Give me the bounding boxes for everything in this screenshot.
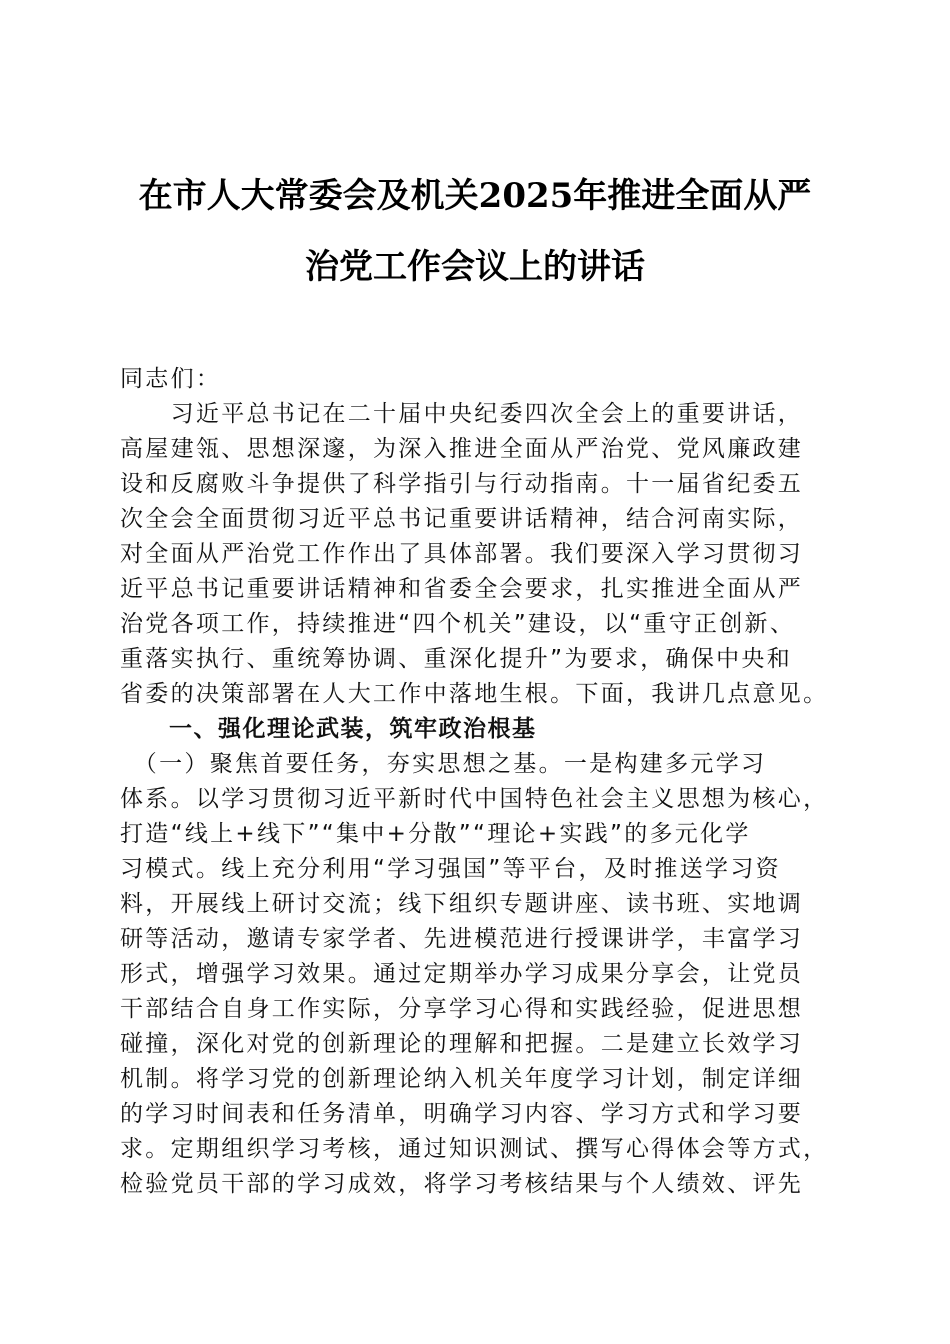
section-line: 体系。以学习贯彻习近平新时代中国特色社会主义思想为核心，: [120, 786, 829, 812]
salutation: 同志们：: [120, 366, 222, 392]
section-line: 机制。将学习党的创新理论纳入机关年度学习计划，制定详细: [120, 1066, 804, 1092]
section-line: 碰撞，深化对党的创新理论的理解和把握。二是建立长效学习: [120, 1031, 804, 1057]
paragraph-line: 治党各项工作，持续推进“四个机关”建设，以“重守正创新、: [120, 611, 796, 637]
paragraph-line: 高屋建瓴、思想深邃，为深入推进全面从严治党、党风廉政建: [120, 436, 804, 462]
section-line: 形式，增强学习效果。通过定期举办学习成果分享会，让党员: [120, 961, 804, 987]
document-body: [120, 362, 832, 1202]
paragraph-line: 重落实执行、重统筹协调、重深化提升”为要求，确保中央和: [120, 646, 793, 672]
section-line: 打造“线上+线下”“集中+分散”“理论+实践”的多元化学: [120, 821, 751, 847]
paragraph-line: 近平总书记重要讲话精神和省委全会要求，扎实推进全面从严: [120, 576, 804, 602]
section-line: （一）聚焦首要任务，夯实思想之基。一是构建多元学习: [120, 751, 767, 777]
section-line: 求。定期组织学习考核，通过知识测试、撰写心得体会等方式，: [120, 1136, 829, 1162]
paragraph-line: 次全会全面贯彻习近平总书记重要讲话精神，结合河南实际，: [120, 506, 804, 532]
paragraph-line: 省委的决策部署在人大工作中落地生根。下面，我讲几点意见。: [120, 681, 829, 707]
document-title-line-1: 在市人大常委会及机关2025年推进全面从严: [138, 176, 812, 216]
paragraph-line: 设和反腐败斗争提供了科学指引与行动指南。十一届省纪委五: [120, 471, 804, 497]
document-title-line-2: 治党工作会议上的讲话: [305, 247, 645, 287]
section-line: 研等活动，邀请专家学者、先进模范进行授课讲学，丰富学习: [120, 926, 804, 952]
section-line: 的学习时间表和任务清单，明确学习内容、学习方式和学习要: [120, 1101, 804, 1127]
paragraph-line: 对全面从严治党工作作出了具体部署。我们要深入学习贯彻习: [120, 541, 804, 567]
section-line: 料，开展线上研讨交流；线下组织专题讲座、读书班、实地调: [120, 891, 804, 917]
section-line: 干部结合自身工作实际，分享学习心得和实践经验，促进思想: [120, 996, 804, 1022]
paragraph-line: 习近平总书记在二十届中央纪委四次全会上的重要讲话，: [120, 401, 804, 427]
section-heading: 一、强化理论武装，筑牢政治根基: [120, 716, 537, 742]
section-line: 习模式。线上充分利用“学习强国”等平台，及时推送学习资: [120, 856, 781, 882]
section-line: 检验党员干部的学习成效，将学习考核结果与个人绩效、评先: [120, 1171, 804, 1197]
